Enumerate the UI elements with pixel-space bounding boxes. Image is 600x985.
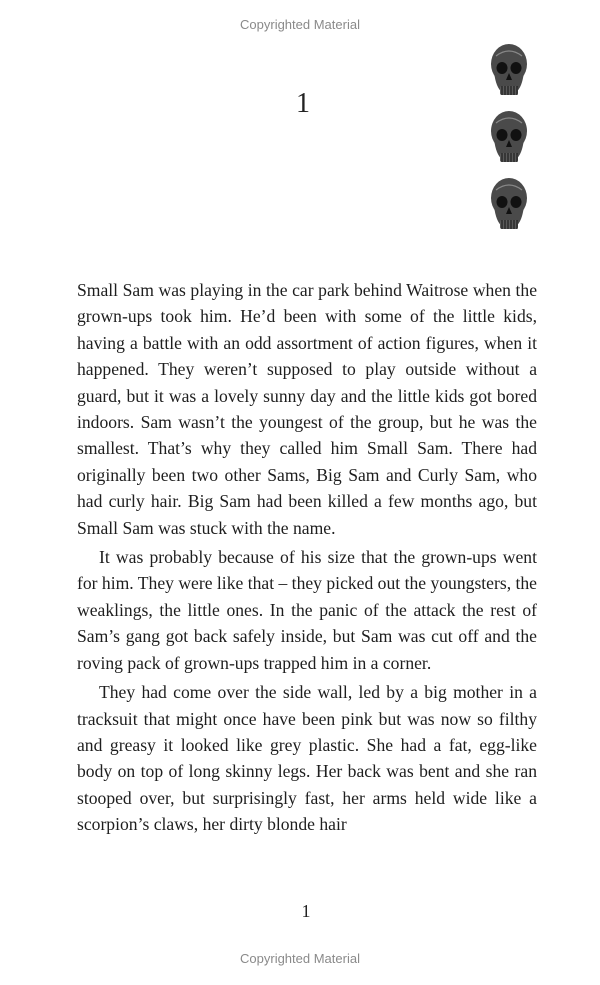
paragraph: Small Sam was playing in the car park behind Waitrose when the grown-ups took him. He’d been with some of the little kids, having a battle with an odd assortment of action figures, when it happened. They weren’t supposed to play outside without a guard, but it was a lovely sunny day and the little kids got bored indoors. Sam wasn’t the youngest of the group, but he was the smallest. That’s why they called him Small Sam. There had originally been two other Sams, Big Sam and Curly Sam, who had curly hair. Big Sam had been killed a few months ago, but Small Sam was stuck with the name. xyxy=(77,280,537,538)
skull-decoration xyxy=(486,42,536,243)
copyright-watermark-bottom: Copyrighted Material xyxy=(240,951,360,966)
paragraph: It was probably because of his size that the grown-ups went for him. They were like that – they picked out the youngsters, the weaklings, the little ones. In the panic of the attack the rest of Sam’s gang got back safely inside, but Sam was cut off and the roving pack of grown-ups trapped him in a corner. xyxy=(77,547,537,673)
page-number: 1 xyxy=(301,901,311,921)
skull-icon xyxy=(486,42,532,102)
paragraph: They had come over the side wall, led by a big mother in a tracksuit that might once have been pink but was now so filthy and greasy it looked like grey plastic. She had a fat, egg-like body on top of long skinny legs. Her back was bent and she ran stooped over, but surprisingly fast, her arms held wide like a scorpion’s claws, her dirty blonde hair xyxy=(77,682,537,835)
skull-icon xyxy=(486,176,532,236)
body-text xyxy=(77,277,537,838)
skull-icon xyxy=(486,109,532,169)
chapter-number: 1 xyxy=(296,88,310,119)
copyright-watermark-top: Copyrighted Material xyxy=(240,17,360,32)
